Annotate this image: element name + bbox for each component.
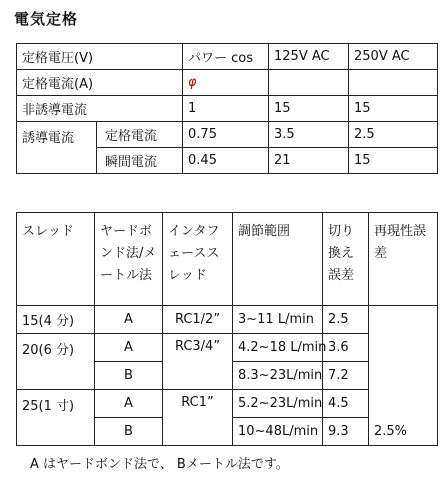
inductive-label: 誘導電流: [17, 122, 97, 174]
electrical-rating-table: [16, 43, 438, 174]
non-inductive-label: 非誘導電流: [17, 96, 183, 122]
table-row: [17, 44, 438, 70]
phi-symbol: φ: [183, 70, 269, 96]
range-cell: 3~11 L/min: [233, 306, 323, 334]
rated-voltage-label: 定格電圧(V): [17, 44, 183, 70]
method-cell: A: [95, 334, 163, 362]
switch-error-cell: 3.6: [323, 334, 369, 362]
table-cell: 0.45: [183, 148, 269, 174]
table-row: [17, 306, 438, 334]
switch-error-cell: 7.2: [323, 362, 369, 390]
switch-error-cell: 2.5: [323, 306, 369, 334]
voltage-250-header: 250V AC: [349, 44, 438, 70]
table-cell: 15: [349, 96, 438, 122]
table-cell: 0.75: [183, 122, 269, 148]
voltage-125-header: 125V AC: [269, 44, 349, 70]
repeat-error-header: 再現性誤差: [369, 213, 438, 306]
table-row: [17, 213, 438, 306]
rated-current-sub-label: 定格電流: [97, 122, 183, 148]
repeat-error-cell: 2.5%: [369, 306, 438, 446]
switch-error-header: 切り換え誤差: [323, 213, 369, 306]
thread-header: スレッド: [17, 213, 95, 306]
interface-cell: RC1/2”: [163, 306, 233, 334]
empty-cell: [349, 70, 438, 96]
method-cell: A: [95, 306, 163, 334]
method-cell: A: [95, 390, 163, 418]
table-row: [17, 96, 438, 122]
range-cell: 10~48L/min: [233, 418, 323, 446]
thread-cell: 20(6 分): [17, 334, 95, 390]
method-header: ヤードボンド法/メートル法: [95, 213, 163, 306]
footnote: A はヤードボンド法で、 Bメートル法です。: [30, 457, 289, 472]
switch-error-cell: 4.5: [323, 390, 369, 418]
table-cell: 1: [183, 96, 269, 122]
interface-header: インタフェーススレッド: [163, 213, 233, 306]
interface-cell: RC3/4”: [163, 334, 233, 390]
empty-cell: [269, 70, 349, 96]
method-cell: B: [95, 362, 163, 390]
power-cos-label: パワー cos: [183, 44, 269, 70]
table-cell: 21: [269, 148, 349, 174]
range-cell: 5.2~23L/min: [233, 390, 323, 418]
table-cell: 3.5: [269, 122, 349, 148]
switch-error-cell: 9.3: [323, 418, 369, 446]
method-cell: B: [95, 418, 163, 446]
table-cell: 2.5: [349, 122, 438, 148]
thread-cell: 15(4 分): [17, 306, 95, 334]
range-header: 調節範囲: [233, 213, 323, 306]
section-title: 電気定格: [14, 10, 79, 28]
table-cell: 15: [269, 96, 349, 122]
table-row: [17, 70, 438, 96]
interface-cell: RC1”: [163, 390, 233, 446]
range-cell: 4.2~18 L/min: [233, 334, 323, 362]
inrush-current-label: 瞬間電流: [97, 148, 183, 174]
rated-current-label: 定格電流(A): [17, 70, 183, 96]
thread-spec-table: [16, 212, 438, 446]
range-cell: 8.3~23L/min: [233, 362, 323, 390]
table-cell: 15: [349, 148, 438, 174]
thread-cell: 25(1 寸): [17, 390, 95, 446]
table-row: [17, 122, 438, 148]
